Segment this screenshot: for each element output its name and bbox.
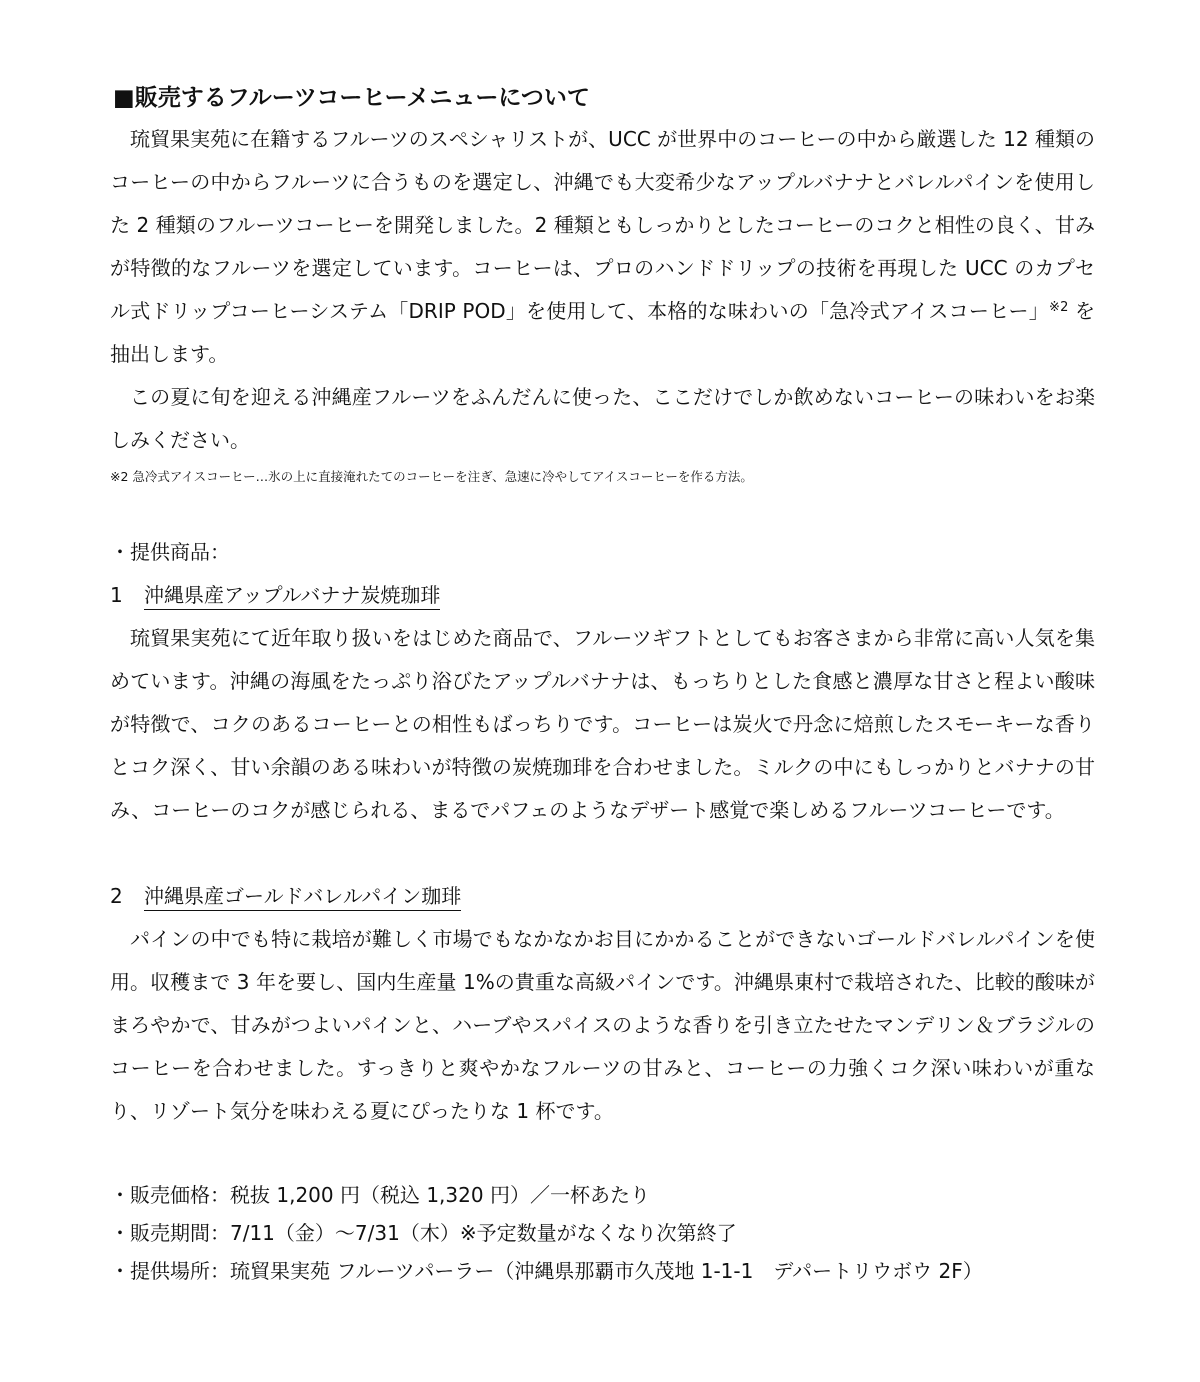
product-description: パインの中でも特に栽培が難しく市場でもなかなかお目にかかることができないゴールドバレルパインを使用。収穫まで 3 年を要し、国内生産量 1%の貴重な高級パインです。沖縄県東村で栽培された、比較的酸味がまろやかで、甘みがつよいパインと、ハーブやスパイスのような香りを引き立たせたマンデリン＆ブラジルのコーヒーを合わせました。すっきりと爽やかなフルーツの甘みと、コーヒーの力強くコク深い味わいが重なり、リゾート気分を味わえる夏にぴったりな 1 杯です。 <box>110 927 1095 1123</box>
spacer <box>110 832 1095 875</box>
sales-period: ・販売期間：7/11（金）～7/31（木）※予定数量がなくなり次第終了 <box>110 1221 737 1245</box>
intro-paragraph-1 <box>110 118 1095 376</box>
spacer <box>110 488 1095 531</box>
footnote-marker: ※2 <box>1049 300 1069 315</box>
intro-paragraph-2: この夏に旬を迎える沖縄産フルーツをふんだんに使った、ここだけでしか飲めないコーヒーの味わいをお楽しみください。 <box>110 385 1095 452</box>
intro-section <box>110 118 1095 462</box>
products-label: ・提供商品： <box>110 540 230 564</box>
product-description-block <box>110 918 1095 1133</box>
sales-price: ・販売価格：税抜 1,200 円（税込 1,320 円）／一杯あたり <box>110 1183 650 1207</box>
document-body <box>110 78 1095 1290</box>
product-name: 沖縄県産ゴールドバレルパイン珈琲 <box>144 884 461 911</box>
product-name: 沖縄県産アップルバナナ炭焼珈琲 <box>144 583 440 610</box>
product-description-block <box>110 617 1095 832</box>
sales-location: ・提供場所：琉貿果実苑 フルーツパーラー（沖縄県那覇市久茂地 1-1-1 デパートリウボウ 2F） <box>110 1259 983 1283</box>
footnote: ※2 急冷式アイスコーヒー…氷の上に直接淹れたてのコーヒーを注ぎ、急速に冷やしてアイスコーヒーを作る方法。 <box>110 469 753 484</box>
product-item-2 <box>110 875 1095 1133</box>
product-item-1 <box>110 574 1095 832</box>
sales-info <box>110 1176 1095 1290</box>
spacer <box>110 1133 1095 1176</box>
intro-text-end: を抽出します。 <box>110 299 1095 366</box>
product-number: 1 <box>110 583 123 607</box>
intro-text: 琉貿果実苑に在籍するフルーツのスペシャリストが、UCC が世界中のコーヒーの中から厳選した 12 種類のコーヒーの中からフルーツに合うものを選定し、沖縄でも大変希少なアップルバナナとバレルパインを使用した 2 種類のフルーツコーヒーを開発しました。2 種類ともしっかりとしたコーヒーのコクと相性の良く、甘みが特徴的なフルーツを選定しています。コーヒーは、プロのハンドドリップの技術を再現した UCC のカプセル式ドリップコーヒーシステム「DRIP POD」を使用して、本格的な味わいの「急冷式アイスコーヒー」 <box>110 127 1095 323</box>
product-number: 2 <box>110 884 123 908</box>
product-description: 琉貿果実苑にて近年取り扱いをはじめた商品で、フルーツギフトとしてもお客さまから非常に高い人気を集めています。沖縄の海風をたっぷり浴びたアップルバナナは、もっちりとした食感と濃厚な甘さと程よい酸味が特徴で、コクのあるコーヒーとの相性もばっちりです。コーヒーは炭火で丹念に焙煎したスモーキーな香りとコク深く、甘い余韻のある味わいが特徴の炭焼珈琲を合わせました。ミルクの中にもしっかりとバナナの甘み、コーヒーのコクが感じられる、まるでパフェのようなデザート感覚で楽しめるフルーツコーヒーです。 <box>110 626 1095 822</box>
product-title <box>110 574 1095 617</box>
section-heading: ■販売するフルーツコーヒーメニューについて <box>113 85 590 111</box>
product-title <box>110 875 1095 918</box>
